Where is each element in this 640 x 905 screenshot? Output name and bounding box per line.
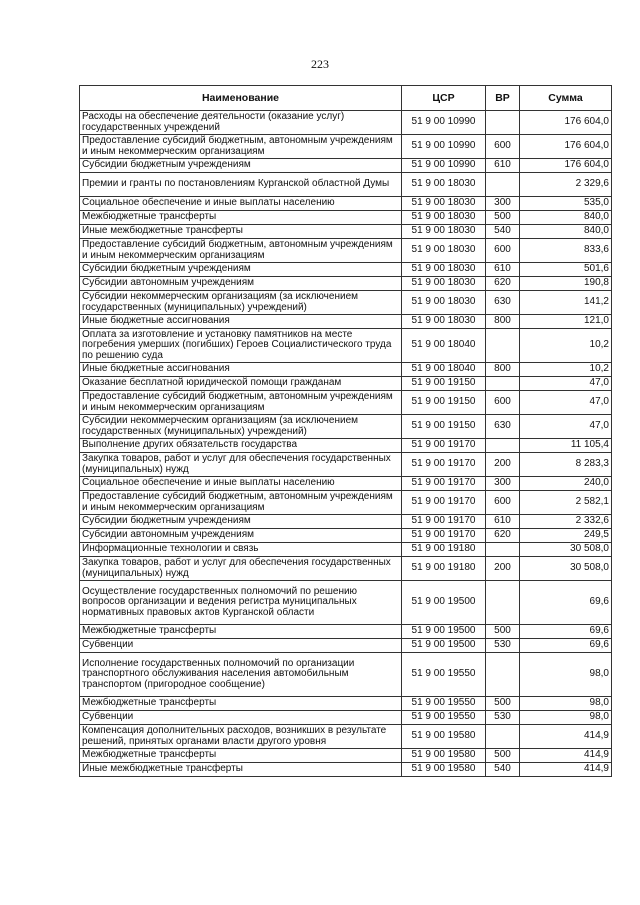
table-row <box>80 391 612 415</box>
table-row <box>80 453 612 477</box>
cell-sum: 176 604,0 <box>520 111 612 135</box>
table-row <box>80 173 612 197</box>
table-row <box>80 557 612 581</box>
cell-vr: 600 <box>486 239 520 263</box>
cell-csr: 51 9 00 19580 <box>402 725 486 749</box>
column-header-sum: Сумма <box>520 86 612 111</box>
table-row <box>80 291 612 315</box>
table-row <box>80 159 612 173</box>
cell-vr: 620 <box>486 529 520 543</box>
cell-csr: 51 9 00 19550 <box>402 711 486 725</box>
table-row <box>80 263 612 277</box>
cell-vr: 300 <box>486 197 520 211</box>
table-row <box>80 515 612 529</box>
cell-name: Субсидии автономным учреждениям <box>80 277 402 291</box>
table-row <box>80 725 612 749</box>
table-row <box>80 639 612 653</box>
table-row <box>80 329 612 363</box>
cell-sum: 240,0 <box>520 477 612 491</box>
cell-name: Иные бюджетные ассигнования <box>80 315 402 329</box>
cell-sum: 414,9 <box>520 749 612 763</box>
cell-name: Субвенции <box>80 711 402 725</box>
cell-name: Социальное обеспечение и иные выплаты населению <box>80 477 402 491</box>
cell-vr <box>486 439 520 453</box>
cell-sum: 190,8 <box>520 277 612 291</box>
column-header-vr: ВР <box>486 86 520 111</box>
cell-vr: 620 <box>486 277 520 291</box>
table-row <box>80 697 612 711</box>
table-row <box>80 111 612 135</box>
cell-vr: 500 <box>486 697 520 711</box>
cell-vr <box>486 653 520 697</box>
table-row <box>80 239 612 263</box>
table-row <box>80 653 612 697</box>
cell-csr: 51 9 00 18030 <box>402 263 486 277</box>
cell-name: Информационные технологии и связь <box>80 543 402 557</box>
cell-sum: 414,9 <box>520 763 612 777</box>
table-row <box>80 315 612 329</box>
cell-name: Иные бюджетные ассигнования <box>80 363 402 377</box>
cell-vr: 600 <box>486 491 520 515</box>
cell-vr <box>486 111 520 135</box>
cell-sum: 30 508,0 <box>520 543 612 557</box>
cell-csr: 51 9 00 19580 <box>402 763 486 777</box>
table-row <box>80 135 612 159</box>
table-row <box>80 711 612 725</box>
cell-csr: 51 9 00 18040 <box>402 363 486 377</box>
table-body <box>80 111 612 777</box>
cell-sum: 69,6 <box>520 581 612 625</box>
cell-vr: 500 <box>486 211 520 225</box>
cell-vr: 540 <box>486 225 520 239</box>
cell-name: Субвенции <box>80 639 402 653</box>
cell-name: Субсидии бюджетным учреждениям <box>80 263 402 277</box>
cell-sum: 141,2 <box>520 291 612 315</box>
cell-csr: 51 9 00 18030 <box>402 277 486 291</box>
cell-vr <box>486 543 520 557</box>
cell-csr: 51 9 00 10990 <box>402 111 486 135</box>
cell-name: Оказание бесплатной юридической помощи гражданам <box>80 377 402 391</box>
cell-sum: 501,6 <box>520 263 612 277</box>
table-row <box>80 529 612 543</box>
cell-sum: 414,9 <box>520 725 612 749</box>
cell-csr: 51 9 00 18030 <box>402 173 486 197</box>
cell-sum: 47,0 <box>520 415 612 439</box>
table-row <box>80 625 612 639</box>
cell-name: Расходы на обеспечение деятельности (оказание услуг) государственных учреждений <box>80 111 402 135</box>
cell-sum: 8 283,3 <box>520 453 612 477</box>
cell-csr: 51 9 00 19170 <box>402 439 486 453</box>
cell-vr: 300 <box>486 477 520 491</box>
cell-name: Оплата за изготовление и установку памятников на месте погребения умерших (погибших) Героев Социалистического труда по решению суда <box>80 329 402 363</box>
cell-name: Субсидии некоммерческим организациям (за исключением государственных (муниципальных) учреждений) <box>80 291 402 315</box>
cell-name: Субсидии бюджетным учреждениям <box>80 515 402 529</box>
cell-vr: 200 <box>486 557 520 581</box>
table-row <box>80 277 612 291</box>
cell-csr: 51 9 00 10990 <box>402 135 486 159</box>
cell-csr: 51 9 00 18030 <box>402 291 486 315</box>
cell-sum: 98,0 <box>520 711 612 725</box>
cell-name: Межбюджетные трансферты <box>80 211 402 225</box>
cell-csr: 51 9 00 18040 <box>402 329 486 363</box>
cell-vr: 530 <box>486 639 520 653</box>
cell-vr: 630 <box>486 291 520 315</box>
cell-vr <box>486 581 520 625</box>
cell-csr: 51 9 00 19170 <box>402 515 486 529</box>
cell-csr: 51 9 00 19500 <box>402 625 486 639</box>
cell-name: Премии и гранты по постановлениям Курганской областной Думы <box>80 173 402 197</box>
cell-csr: 51 9 00 19150 <box>402 377 486 391</box>
cell-vr: 610 <box>486 159 520 173</box>
cell-sum: 69,6 <box>520 625 612 639</box>
cell-name: Субсидии некоммерческим организациям (за исключением государственных (муниципальных) учреждений) <box>80 415 402 439</box>
cell-name: Предоставление субсидий бюджетным, автономным учреждениям и иным некоммерческим организациям <box>80 391 402 415</box>
cell-vr: 500 <box>486 749 520 763</box>
cell-sum: 840,0 <box>520 225 612 239</box>
cell-name: Иные межбюджетные трансферты <box>80 225 402 239</box>
cell-name: Межбюджетные трансферты <box>80 697 402 711</box>
table-row <box>80 439 612 453</box>
cell-csr: 51 9 00 18030 <box>402 315 486 329</box>
cell-sum: 98,0 <box>520 697 612 711</box>
cell-sum: 2 582,1 <box>520 491 612 515</box>
cell-sum: 535,0 <box>520 197 612 211</box>
cell-sum: 121,0 <box>520 315 612 329</box>
column-header-csr: ЦСР <box>402 86 486 111</box>
cell-csr: 51 9 00 19500 <box>402 581 486 625</box>
cell-sum: 10,2 <box>520 329 612 363</box>
cell-name: Социальное обеспечение и иные выплаты населению <box>80 197 402 211</box>
cell-csr: 51 9 00 19180 <box>402 543 486 557</box>
table-header-row <box>80 86 612 111</box>
cell-csr: 51 9 00 19150 <box>402 391 486 415</box>
cell-sum: 47,0 <box>520 377 612 391</box>
cell-csr: 51 9 00 18030 <box>402 225 486 239</box>
table-row <box>80 763 612 777</box>
cell-name: Исполнение государственных полномочий по организации транспортного обслуживания населения автомобильным транспортом (пригородное сообщение) <box>80 653 402 697</box>
cell-vr: 540 <box>486 763 520 777</box>
cell-csr: 51 9 00 19170 <box>402 529 486 543</box>
cell-csr: 51 9 00 19580 <box>402 749 486 763</box>
table-row <box>80 377 612 391</box>
page-number: 223 <box>311 57 329 71</box>
cell-csr: 51 9 00 19150 <box>402 415 486 439</box>
cell-sum: 840,0 <box>520 211 612 225</box>
cell-vr: 600 <box>486 135 520 159</box>
cell-vr: 800 <box>486 363 520 377</box>
budget-table <box>79 85 612 777</box>
cell-csr: 51 9 00 19170 <box>402 491 486 515</box>
table-row <box>80 477 612 491</box>
table-row <box>80 211 612 225</box>
cell-name: Выполнение других обязательств государства <box>80 439 402 453</box>
cell-csr: 51 9 00 19550 <box>402 653 486 697</box>
cell-csr: 51 9 00 19170 <box>402 477 486 491</box>
cell-name: Межбюджетные трансферты <box>80 625 402 639</box>
cell-sum: 47,0 <box>520 391 612 415</box>
table-row <box>80 581 612 625</box>
cell-sum: 30 508,0 <box>520 557 612 581</box>
cell-vr: 610 <box>486 515 520 529</box>
cell-name: Предоставление субсидий бюджетным, автономным учреждениям и иным некоммерческим организациям <box>80 239 402 263</box>
cell-name: Межбюджетные трансферты <box>80 749 402 763</box>
cell-csr: 51 9 00 18030 <box>402 197 486 211</box>
cell-csr: 51 9 00 18030 <box>402 211 486 225</box>
cell-vr: 630 <box>486 415 520 439</box>
cell-name: Субсидии автономным учреждениям <box>80 529 402 543</box>
cell-vr: 530 <box>486 711 520 725</box>
cell-name: Предоставление субсидий бюджетным, автономным учреждениям и иным некоммерческим организациям <box>80 135 402 159</box>
cell-name: Закупка товаров, работ и услуг для обеспечения государственных (муниципальных) нужд <box>80 453 402 477</box>
cell-csr: 51 9 00 19500 <box>402 639 486 653</box>
cell-csr: 51 9 00 19550 <box>402 697 486 711</box>
cell-name: Субсидии бюджетным учреждениям <box>80 159 402 173</box>
cell-vr: 200 <box>486 453 520 477</box>
cell-sum: 176 604,0 <box>520 135 612 159</box>
table-row <box>80 543 612 557</box>
column-header-name: Наименование <box>80 86 402 111</box>
cell-vr: 600 <box>486 391 520 415</box>
cell-sum: 69,6 <box>520 639 612 653</box>
cell-vr: 500 <box>486 625 520 639</box>
cell-name: Компенсация дополнительных расходов, возникших в результате решений, принятых органами власти другого уровня <box>80 725 402 749</box>
cell-sum: 11 105,4 <box>520 439 612 453</box>
cell-sum: 176 604,0 <box>520 159 612 173</box>
cell-sum: 98,0 <box>520 653 612 697</box>
cell-sum: 10,2 <box>520 363 612 377</box>
cell-sum: 2 329,6 <box>520 173 612 197</box>
table-row <box>80 749 612 763</box>
cell-sum: 249,5 <box>520 529 612 543</box>
cell-csr: 51 9 00 10990 <box>402 159 486 173</box>
cell-vr <box>486 329 520 363</box>
table-row <box>80 197 612 211</box>
cell-name: Осуществление государственных полномочий по решению вопросов организации и ведения регистра муниципальных нормативных правовых актов Курганской области <box>80 581 402 625</box>
cell-csr: 51 9 00 19170 <box>402 453 486 477</box>
cell-sum: 2 332,6 <box>520 515 612 529</box>
cell-vr: 610 <box>486 263 520 277</box>
table-row <box>80 491 612 515</box>
cell-vr <box>486 725 520 749</box>
table-row <box>80 225 612 239</box>
cell-csr: 51 9 00 18030 <box>402 239 486 263</box>
cell-vr: 800 <box>486 315 520 329</box>
table-row <box>80 415 612 439</box>
cell-vr <box>486 377 520 391</box>
cell-name: Иные межбюджетные трансферты <box>80 763 402 777</box>
cell-name: Закупка товаров, работ и услуг для обеспечения государственных (муниципальных) нужд <box>80 557 402 581</box>
cell-csr: 51 9 00 19180 <box>402 557 486 581</box>
cell-sum: 833,6 <box>520 239 612 263</box>
cell-vr <box>486 173 520 197</box>
cell-name: Предоставление субсидий бюджетным, автономным учреждениям и иным некоммерческим организациям <box>80 491 402 515</box>
table-row <box>80 363 612 377</box>
